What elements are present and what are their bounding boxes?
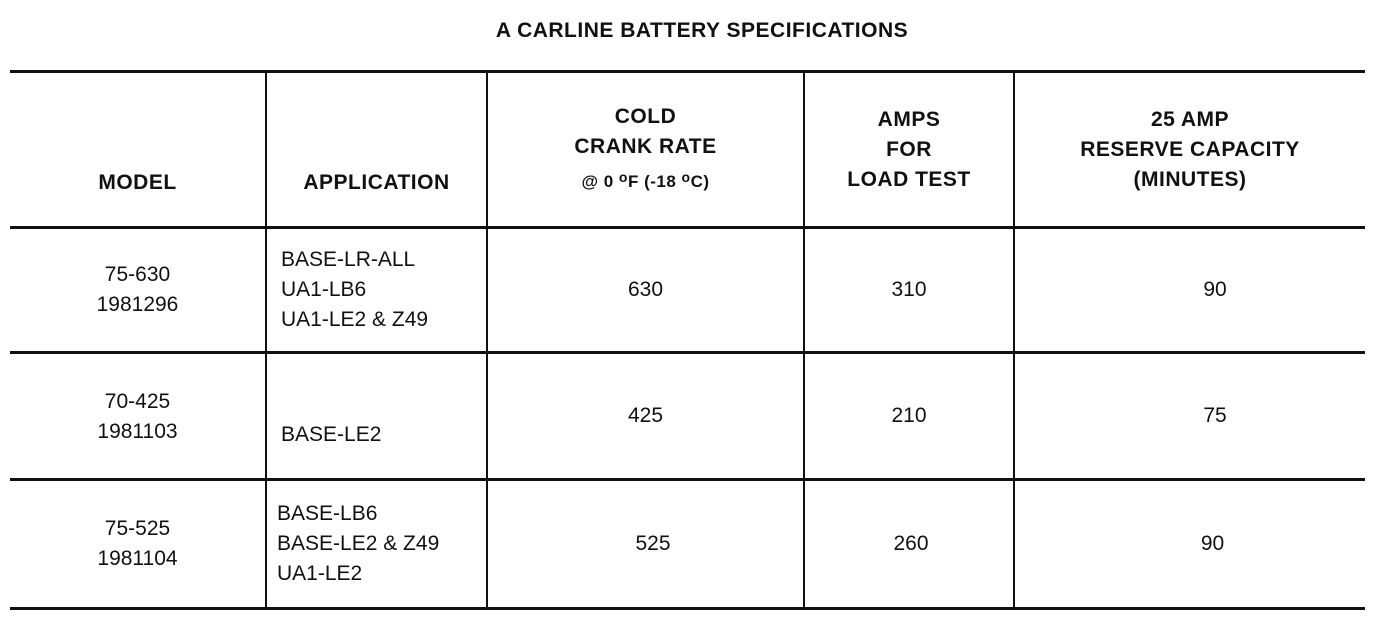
cell-application [267, 229, 486, 351]
header-amps-line-2: FOR [886, 137, 932, 161]
cell-model [10, 229, 265, 351]
model-number: 70-425 [104, 390, 171, 413]
header-reserve-line-2: RESERVE CAPACITY [1080, 137, 1300, 161]
header-application-label: APPLICATION [303, 171, 450, 194]
model-number: 75-525 [104, 517, 171, 540]
header-reserve-capacity [1015, 73, 1365, 226]
header-cold-crank-line-1: COLD [614, 105, 677, 128]
reserve-capacity-value: 90 [1200, 532, 1225, 555]
amps-value: 310 [891, 278, 927, 301]
degree-symbol-c: o [681, 169, 691, 185]
amps-value: 210 [891, 404, 927, 427]
application-line: BASE-LR-ALL [281, 248, 416, 271]
cell-model [10, 354, 265, 478]
header-cold-crank-line-3-a: @ 0 [581, 172, 619, 191]
cell-amps-load-test [805, 481, 1017, 607]
cell-model [10, 481, 265, 607]
application-line: UA1-LB6 [281, 278, 367, 301]
cell-reserve-capacity [1015, 481, 1376, 607]
header-cold-crank-rate [488, 73, 803, 226]
header-amps-line-3: LOAD TEST [847, 167, 971, 191]
header-model [10, 73, 265, 226]
header-cold-crank-line-2: CRANK RATE [574, 135, 717, 158]
header-cold-crank-line-3 [581, 162, 709, 197]
header-amps-load-test [805, 73, 1013, 226]
cold-crank-value: 525 [635, 532, 671, 555]
cell-reserve-capacity [1015, 229, 1376, 351]
cold-crank-value: 425 [627, 404, 664, 427]
cell-application [267, 481, 486, 607]
cell-cold-crank-rate [488, 481, 818, 607]
application-line: BASE-LE2 [281, 423, 382, 446]
part-number: 1981296 [96, 293, 179, 316]
part-number: 1981103 [97, 420, 178, 443]
cell-reserve-capacity [1015, 354, 1376, 478]
cell-amps-load-test [805, 229, 1013, 351]
cell-cold-crank-rate [488, 229, 803, 351]
table-bottom-border [10, 607, 1365, 610]
application-line: UA1-LE2 [277, 562, 363, 585]
table-title: A CARLINE BATTERY SPECIFICATIONS [495, 19, 909, 42]
cold-crank-value: 630 [627, 278, 664, 301]
part-number: 1981104 [97, 547, 178, 570]
amps-value: 260 [893, 532, 929, 555]
reserve-capacity-value: 75 [1203, 404, 1227, 427]
application-line: BASE-LE2 & Z49 [277, 532, 440, 555]
header-cold-crank-line-3-b: F (-18 [627, 172, 682, 191]
model-number: 75-630 [104, 263, 171, 286]
cell-cold-crank-rate [488, 354, 803, 478]
header-application [267, 73, 486, 226]
cell-application [267, 354, 486, 478]
header-reserve-line-3: (MINUTES) [1133, 167, 1247, 191]
header-reserve-line-1: 25 AMP [1150, 107, 1230, 131]
header-model-label: MODEL [98, 171, 177, 194]
application-line: UA1-LE2 & Z49 [281, 308, 429, 331]
application-line: BASE-LB6 [277, 502, 378, 525]
header-cold-crank-line-3-c: C) [690, 172, 710, 191]
cell-amps-load-test [805, 354, 1013, 478]
reserve-capacity-value: 90 [1203, 278, 1227, 301]
degree-symbol-f: o [618, 169, 628, 185]
header-amps-line-1: AMPS [877, 107, 941, 131]
